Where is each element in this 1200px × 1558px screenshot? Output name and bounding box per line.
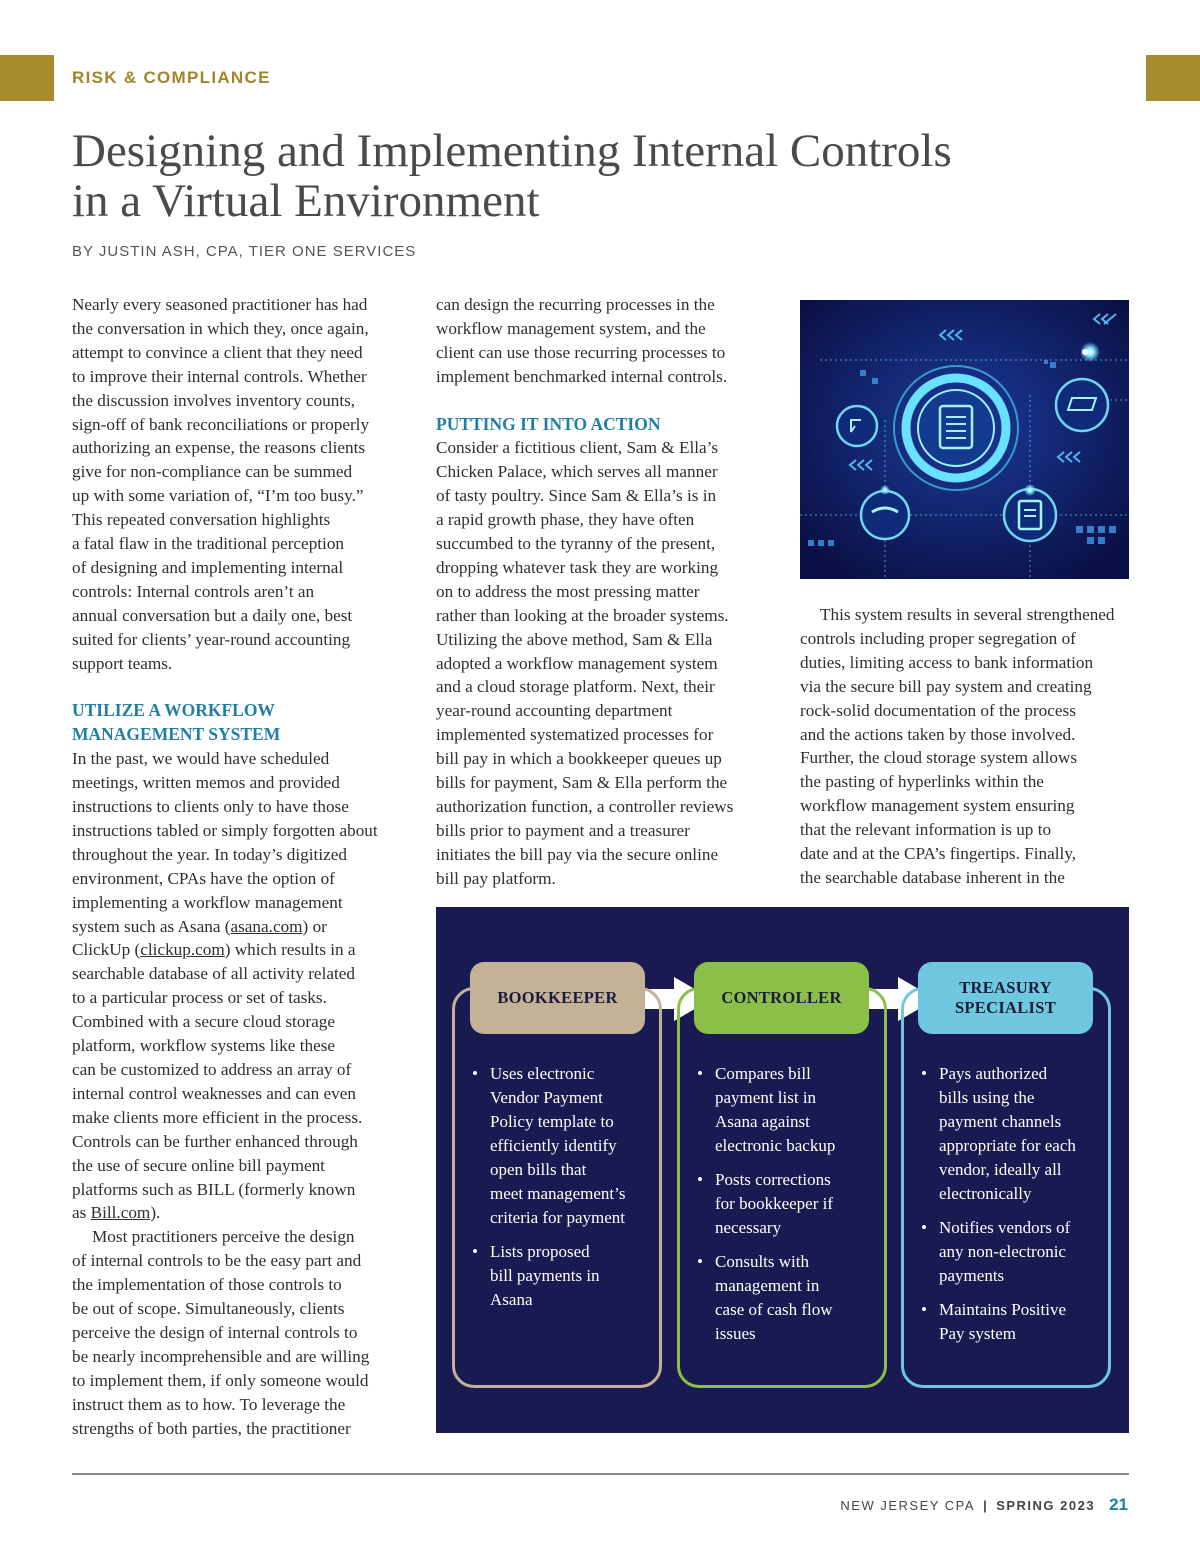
text-line: the searchable database inherent in the: [800, 867, 1065, 887]
bill-link[interactable]: Bill.com: [90, 1203, 151, 1223]
text-line: annual conversation but a daily one, best: [72, 605, 353, 625]
text-line: controls: Internal controls aren’t an: [72, 581, 315, 601]
duty-text-line: any non-electronic: [939, 1242, 1066, 1261]
text-line: to implement them, if only someone would: [72, 1370, 369, 1390]
duty-list-item: [697, 1168, 877, 1240]
controller-heading: CONTROLLER: [694, 962, 869, 1034]
duty-list-item: [697, 1250, 877, 1346]
duty-text-line: management in: [715, 1276, 820, 1295]
text-line: client can use those recurring processes to: [436, 342, 726, 362]
text-line: duties, limiting access to bank information: [800, 652, 1094, 672]
text-line: Consider a fictitious client, Sam & Ella’s: [436, 438, 719, 458]
text-line: strengths of both parties, the practitioner: [72, 1418, 351, 1438]
continued-paragraph: [436, 293, 776, 389]
text-line: implemented systematized processes for: [436, 725, 714, 745]
subhead-management-system: MANAGEMENT SYSTEM: [72, 724, 281, 745]
text-line: bills prior to payment and a treasurer: [436, 820, 690, 840]
text-line: date and at the CPA’s fingertips. Finally,: [800, 844, 1077, 864]
duty-text-line: • Notifies vendors of: [939, 1218, 1071, 1237]
text-line: the conversation in which they, once again,: [72, 318, 369, 338]
duty-text-line: case of cash flow: [715, 1300, 833, 1319]
duty-text-line: issues: [715, 1324, 756, 1343]
duty-text-line: • Compares bill: [715, 1064, 811, 1083]
text-line: of tasty poultry. Since Sam & Ella’s is in: [436, 486, 717, 506]
duty-text-line: appropriate for each: [939, 1136, 1076, 1155]
duty-text-line: for bookkeeper if: [715, 1194, 834, 1213]
footer-separator: |: [983, 1498, 989, 1513]
duty-list-item: [472, 1240, 652, 1312]
text-line: authorizing an expense, the reasons clients: [72, 438, 366, 458]
header-accent-bar-left: [0, 55, 54, 101]
page-number: 21: [1109, 1495, 1128, 1514]
text-line: to a particular process or set of tasks.: [72, 988, 327, 1008]
duty-text-line: electronic backup: [715, 1136, 836, 1155]
article-title: [72, 126, 1072, 226]
bill-pay-workflow-diagram: [436, 907, 1129, 1433]
results-paragraph: [800, 603, 1140, 890]
duty-text-line: open bills that: [490, 1160, 587, 1179]
text-line: perceive the design of internal controls to: [72, 1322, 358, 1342]
duty-text-line: Policy template to: [490, 1112, 614, 1131]
text-line: implementing a workflow management: [72, 892, 343, 912]
text-line: meetings, written memos and provided: [72, 773, 340, 793]
duty-text-line: necessary: [715, 1218, 782, 1237]
workflow-paragraph: In the past, we would have scheduled meetings, written memos and provided instructions to clients only to have those instructions tabled or simply forgotten about throughout the year. In today’s digitized environment, CPAs have the option of implementing a workflow management system such as Asana (asana.com) or ClickUp (clickup.com) which results in a searchable database of all activity related to a particular process or set of tasks. Combined with a secure cloud storage platform, workflow systems like these can be customized to address an array of internal control weaknesses and can even make clients more efficient in the process. Controls can be further enhanced through the use of secure online bill payment platforms such as BILL (formerly known as Bill.com).: [72, 747, 412, 1225]
text-line: Nearly every seasoned practitioner has had: [72, 295, 368, 314]
text-line: platforms such as BILL (formerly known: [72, 1179, 356, 1199]
text-line: be nearly incomprehensible and are willing: [72, 1346, 370, 1366]
text-line: implement benchmarked internal controls.: [436, 366, 728, 386]
text-line: bill pay platform.: [436, 868, 556, 888]
article-title-line-1: Designing and Implementing Internal Controls: [72, 125, 952, 177]
duty-text-line: vendor, ideally all: [939, 1160, 1062, 1179]
duty-list-item: [921, 1298, 1106, 1346]
text-line: searchable database of all activity related: [72, 964, 355, 984]
text-line: This system results in several strengthened: [820, 605, 1115, 624]
text-line: adopted a workflow management system: [436, 653, 718, 673]
text-line: platform, workflow systems like these: [72, 1036, 336, 1056]
duty-text-line: payment list in: [715, 1088, 817, 1107]
duty-text-line: efficiently identify: [490, 1136, 617, 1155]
duty-list-item: [472, 1062, 652, 1230]
example-paragraph: [436, 436, 776, 890]
bookkeeper-heading: BOOKKEEPER: [470, 962, 645, 1034]
text-line: This repeated conversation highlights: [72, 510, 331, 530]
text-line: support teams.: [72, 653, 173, 673]
text-line: workflow management system ensuring: [800, 796, 1075, 816]
duty-text-line: Vendor Payment: [490, 1088, 603, 1107]
practitioners-paragraph: [72, 1225, 412, 1440]
text-line: can design the recurring processes in the: [436, 295, 715, 314]
subhead-utilize-workflow: UTILIZE A WORKFLOW: [72, 700, 275, 721]
text-line: controls including proper segregation of: [800, 628, 1076, 648]
text-line: the use of secure online bill payment: [72, 1155, 325, 1175]
intro-paragraph: [72, 293, 412, 676]
text-line: be out of scope. Simultaneously, clients: [72, 1299, 345, 1319]
text-line: year-round accounting department: [436, 701, 673, 721]
duty-list-item: [921, 1062, 1106, 1206]
text-line: instruct them as to how. To leverage the: [72, 1394, 346, 1414]
text-line: and a cloud storage platform. Next, their: [436, 677, 715, 697]
header-accent-bar-right: [1146, 55, 1200, 101]
text-line: Controls can be further enhanced through: [72, 1131, 358, 1151]
text-line: bill pay in which a bookkeeper queues up: [436, 749, 722, 769]
text-line: throughout the year. In today’s digitized: [72, 844, 347, 864]
duty-text-line: • Uses electronic: [490, 1064, 595, 1083]
text-line: a fatal flaw in the traditional perception: [72, 534, 345, 554]
asana-link[interactable]: asana.com: [230, 916, 303, 936]
duty-list-item: [921, 1216, 1106, 1288]
text-line: to improve their internal controls. Whether: [72, 366, 367, 386]
duty-text-line: • Pays authorized: [939, 1064, 1048, 1083]
duty-text-line: Asana against: [715, 1112, 810, 1131]
text-line: a rapid growth phase, they have often: [436, 510, 695, 530]
duty-text-line: criteria for payment: [490, 1208, 625, 1227]
duty-text-line: • Maintains Positive: [939, 1300, 1067, 1319]
section-label: RISK & COMPLIANCE: [72, 68, 271, 87]
text-line: instructions tabled or simply forgotten about: [72, 820, 378, 840]
text-line: the pasting of hyperlinks within the: [800, 772, 1044, 792]
duty-text-line: payment channels: [939, 1112, 1062, 1131]
text-line: of designing and implementing internal: [72, 557, 344, 577]
duty-text-line: Pay system: [939, 1324, 1016, 1343]
issue-season: SPRING 2023: [996, 1498, 1096, 1513]
publication-name: NEW JERSEY CPA: [840, 1498, 976, 1513]
text-line: on to address the most pressing matter: [436, 581, 700, 601]
clickup-link[interactable]: clickup.com: [140, 940, 225, 960]
text-line: authorization function, a controller reviews: [436, 797, 734, 817]
text-line: bills for payment, Sam & Ella perform the: [436, 773, 728, 793]
text-line: make clients more efficient in the process.: [72, 1107, 363, 1127]
duty-text-line: bills using the: [939, 1088, 1035, 1107]
duty-text-line: • Lists proposed: [490, 1242, 590, 1261]
text-line: can be customized to address an array of: [72, 1059, 352, 1079]
text-line: Chicken Palace, which serves all manner: [436, 462, 718, 482]
text-line: internal control weaknesses and can even: [72, 1083, 356, 1103]
byline: BY JUSTIN ASH, CPA, TIER ONE SERVICES: [72, 243, 417, 260]
text-line: the discussion involves inventory counts,: [72, 390, 356, 410]
text-line: Utilizing the above method, Sam & Ella: [436, 629, 713, 649]
duty-text-line: Asana: [490, 1290, 533, 1309]
treasury-specialist-duties: [921, 1062, 1106, 1356]
bookkeeper-duties: [472, 1062, 652, 1322]
text-line: rock-solid documentation of the process: [800, 700, 1076, 720]
text-line: In the past, we would have scheduled: [72, 749, 330, 769]
text-line: suited for clients’ year-round accounting: [72, 629, 351, 649]
text-line: and the actions taken by those involved.: [800, 724, 1076, 744]
duty-text-line: bill payments in: [490, 1266, 600, 1285]
text-line: Combined with a secure cloud storage: [72, 1012, 335, 1032]
text-line: Most practitioners perceive the design: [92, 1227, 355, 1247]
article-title-line-2: in a Virtual Environment: [72, 175, 540, 227]
text-line: give for non-compliance can be summed: [72, 462, 353, 482]
article-column-2: [436, 293, 776, 891]
duty-text-line: • Consults with: [715, 1252, 809, 1271]
text-line: up with some variation of, “I’m too busy.”: [72, 486, 364, 506]
text-line: dropping whatever task they are working: [436, 557, 719, 577]
text-line: the implementation of those controls to: [72, 1275, 342, 1295]
treasury-specialist-heading: TREASURY SPECIALIST: [918, 962, 1093, 1034]
controller-duties: [697, 1062, 877, 1356]
text-line: via the secure bill pay system and creating: [800, 676, 1092, 696]
duty-text-line: electronically: [939, 1184, 1032, 1203]
text-line: succumbed to the tyranny of the present,: [436, 534, 716, 554]
page-footer: [840, 1495, 1128, 1515]
text-line: that the relevant information is up to: [800, 820, 1052, 840]
subhead-putting-into-action: PUTTING IT INTO ACTION: [436, 413, 661, 434]
text-line: workflow management system, and the: [436, 318, 706, 338]
text-line: sign-off of bank reconciliations or properly: [72, 414, 370, 434]
text-line: environment, CPAs have the option of: [72, 868, 335, 888]
text-line: rather than looking at the broader systems.: [436, 605, 729, 625]
text-line: instructions to clients only to have those: [72, 797, 349, 817]
text-line: of internal controls to be the easy part and: [72, 1251, 362, 1271]
workflow-technology-illustration: [800, 300, 1129, 579]
duty-text-line: payments: [939, 1266, 1005, 1285]
footer-divider: [72, 1473, 1129, 1475]
article-column-3: [800, 603, 1140, 890]
article-column-1: [72, 293, 412, 1440]
duty-text-line: meet management’s: [490, 1184, 626, 1203]
text-line: initiates the bill pay via the secure online: [436, 844, 719, 864]
duty-list-item: [697, 1062, 877, 1158]
text-line: Further, the cloud storage system allows: [800, 748, 1078, 768]
duty-text-line: • Posts corrections: [715, 1170, 831, 1189]
text-line: attempt to convince a client that they need: [72, 342, 363, 362]
